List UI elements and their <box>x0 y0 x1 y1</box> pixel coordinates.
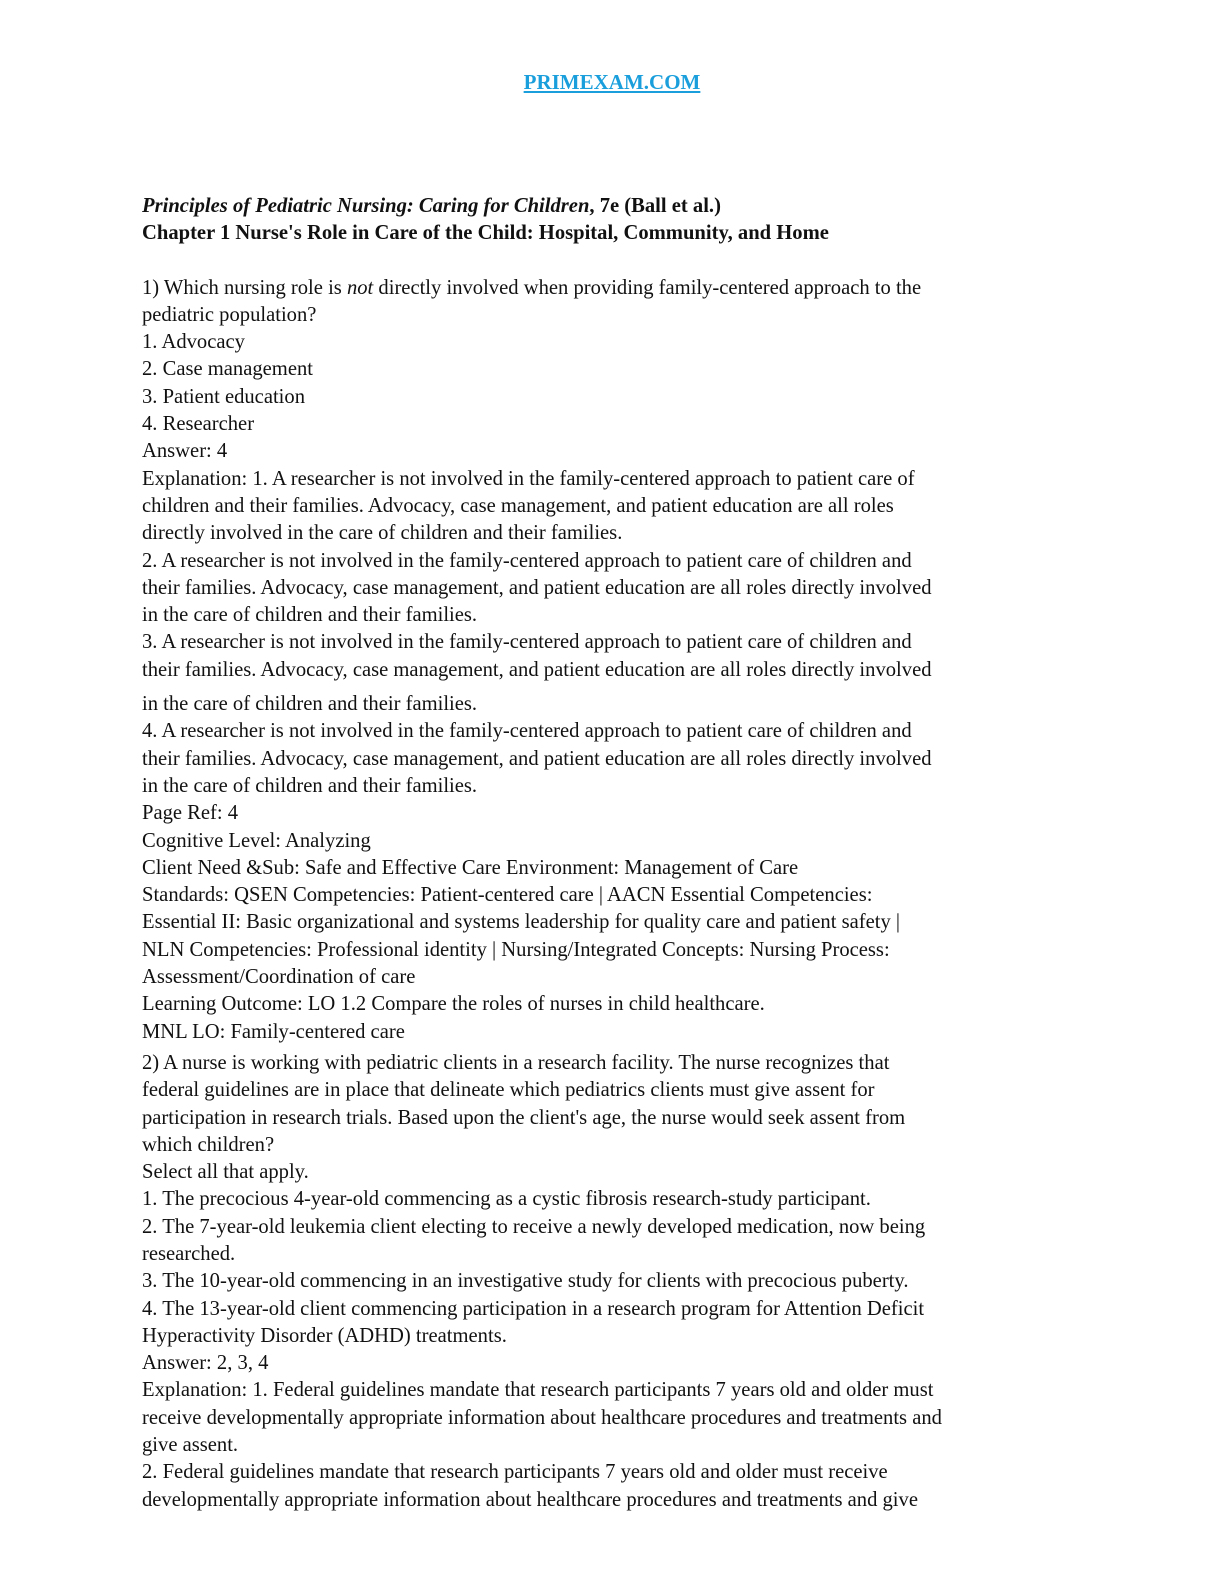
q1-answer: Answer: 4 <box>142 440 228 463</box>
q1-standards-line: Standards: QSEN Competencies: Patient-centered care | AACN Essential Competencies: <box>142 884 873 907</box>
book-title-edition: , 7e (Ball et al.) <box>589 195 721 217</box>
q2-option-line: 4. The 13-year-old client commencing participation in a research program for Attention Deficit <box>142 1297 925 1320</box>
chapter-title: Chapter 1 Nurse's Role in Care of the Child: Hospital, Community, and Home <box>142 222 829 245</box>
q1-client-need: Client Need &Sub: Safe and Effective Care Environment: Management of Care <box>142 856 799 879</box>
q2-option-line: 1. The precocious 4-year-old commencing as a cystic fibrosis research-study participant. <box>142 1188 871 1211</box>
q2-explanation-line: 2. Federal guidelines mandate that research participants 7 years old and older must receive <box>142 1461 888 1484</box>
book-title <box>142 193 1087 220</box>
q1-standards-line: NLN Competencies: Professional identity | Nursing/Integrated Concepts: Nursing Process: <box>142 938 890 961</box>
q1-stem-suffix: directly involved when providing family-centered approach to the <box>373 276 922 299</box>
q2-option-line: researched. <box>142 1242 236 1265</box>
q1-stem-line2: pediatric population? <box>142 303 317 326</box>
q1-explanation-line: in the care of children and their families. <box>142 693 478 716</box>
q2-stem-line: which children? <box>142 1133 275 1156</box>
q2-explanation-line: give assent. <box>142 1434 239 1457</box>
q1-mnl-lo: MNL LO: Family-centered care <box>142 1020 405 1043</box>
q2-option-line: 2. The 7-year-old leukemia client electing to receive a newly developed medication, now being <box>142 1215 926 1238</box>
book-title-italic: Principles of Pediatric Nursing: Caring for Children <box>142 195 590 217</box>
q2-explanation-line: receive developmentally appropriate information about healthcare procedures and treatments and <box>142 1406 942 1429</box>
q2-option-line: 3. The 10-year-old commencing in an investigative study for clients with precocious puberty. <box>142 1270 909 1293</box>
document-body <box>142 193 1087 1514</box>
q1-explanation-line: their families. Advocacy, case management, and patient education are all roles directly involved <box>142 576 932 599</box>
site-link[interactable]: PRIMEXAM.COM <box>523 70 701 94</box>
q1-option: 1. Advocacy <box>142 331 245 354</box>
q1-explanation-line: children and their families. Advocacy, case management, and patient education are all roles <box>142 494 894 517</box>
q1-explanation-line: in the care of children and their families. <box>142 604 478 627</box>
q1-learning-outcome: Learning Outcome: LO 1.2 Compare the roles of nurses in child healthcare. <box>142 993 765 1016</box>
q1-option: 2. Case management <box>142 358 313 381</box>
q1-explanation-line: 2. A researcher is not involved in the family-centered approach to patient care of children and <box>142 549 912 572</box>
q2-stem-line: federal guidelines are in place that delineate which pediatrics clients must give assent for <box>142 1079 875 1102</box>
q2-option-line: Hyperactivity Disorder (ADHD) treatments. <box>142 1324 507 1347</box>
q1-stem-prefix: 1) Which nursing role is <box>142 276 347 299</box>
q1-explanation-line: their families. Advocacy, case management, and patient education are all roles directly involved <box>142 658 932 681</box>
q1-explanation-line: 3. A researcher is not involved in the family-centered approach to patient care of children and <box>142 631 912 654</box>
q1-explanation-line: Explanation: 1. A researcher is not involved in the family-centered approach to patient care of <box>142 467 915 490</box>
q2-explanation-line: developmentally appropriate information about healthcare procedures and treatments and give <box>142 1488 918 1511</box>
q1-option: 4. Researcher <box>142 413 255 436</box>
q1-option: 3. Patient education <box>142 385 305 408</box>
q2-explanation-line: Explanation: 1. Federal guidelines mandate that research participants 7 years old and older must <box>142 1379 934 1402</box>
q1-standards-line: Essential II: Basic organizational and systems leadership for quality care and patient safety | <box>142 911 901 934</box>
q1-explanation-line: directly involved in the care of children and their families. <box>142 522 623 545</box>
q2-stem-line: 2) A nurse is working with pediatric clients in a research facility. The nurse recognizes that <box>142 1051 890 1074</box>
q2-stem-line: participation in research trials. Based upon the client's age, the nurse would seek assent from <box>142 1106 906 1129</box>
q1-standards-line: Assessment/Coordination of care <box>142 966 416 989</box>
q1-cognitive-level: Cognitive Level: Analyzing <box>142 829 371 852</box>
q1-stem <box>142 275 1087 302</box>
q1-page-ref: Page Ref: 4 <box>142 802 239 825</box>
q2-answer: Answer: 2, 3, 4 <box>142 1352 269 1375</box>
q1-explanation-line: 4. A researcher is not involved in the family-centered approach to patient care of children and <box>142 720 912 743</box>
q1-stem-emphasis: not <box>346 276 374 299</box>
q1-explanation-line: their families. Advocacy, case management, and patient education are all roles directly involved <box>142 747 932 770</box>
q2-instruction: Select all that apply. <box>142 1161 309 1184</box>
q1-explanation-line: in the care of children and their families. <box>142 774 478 797</box>
